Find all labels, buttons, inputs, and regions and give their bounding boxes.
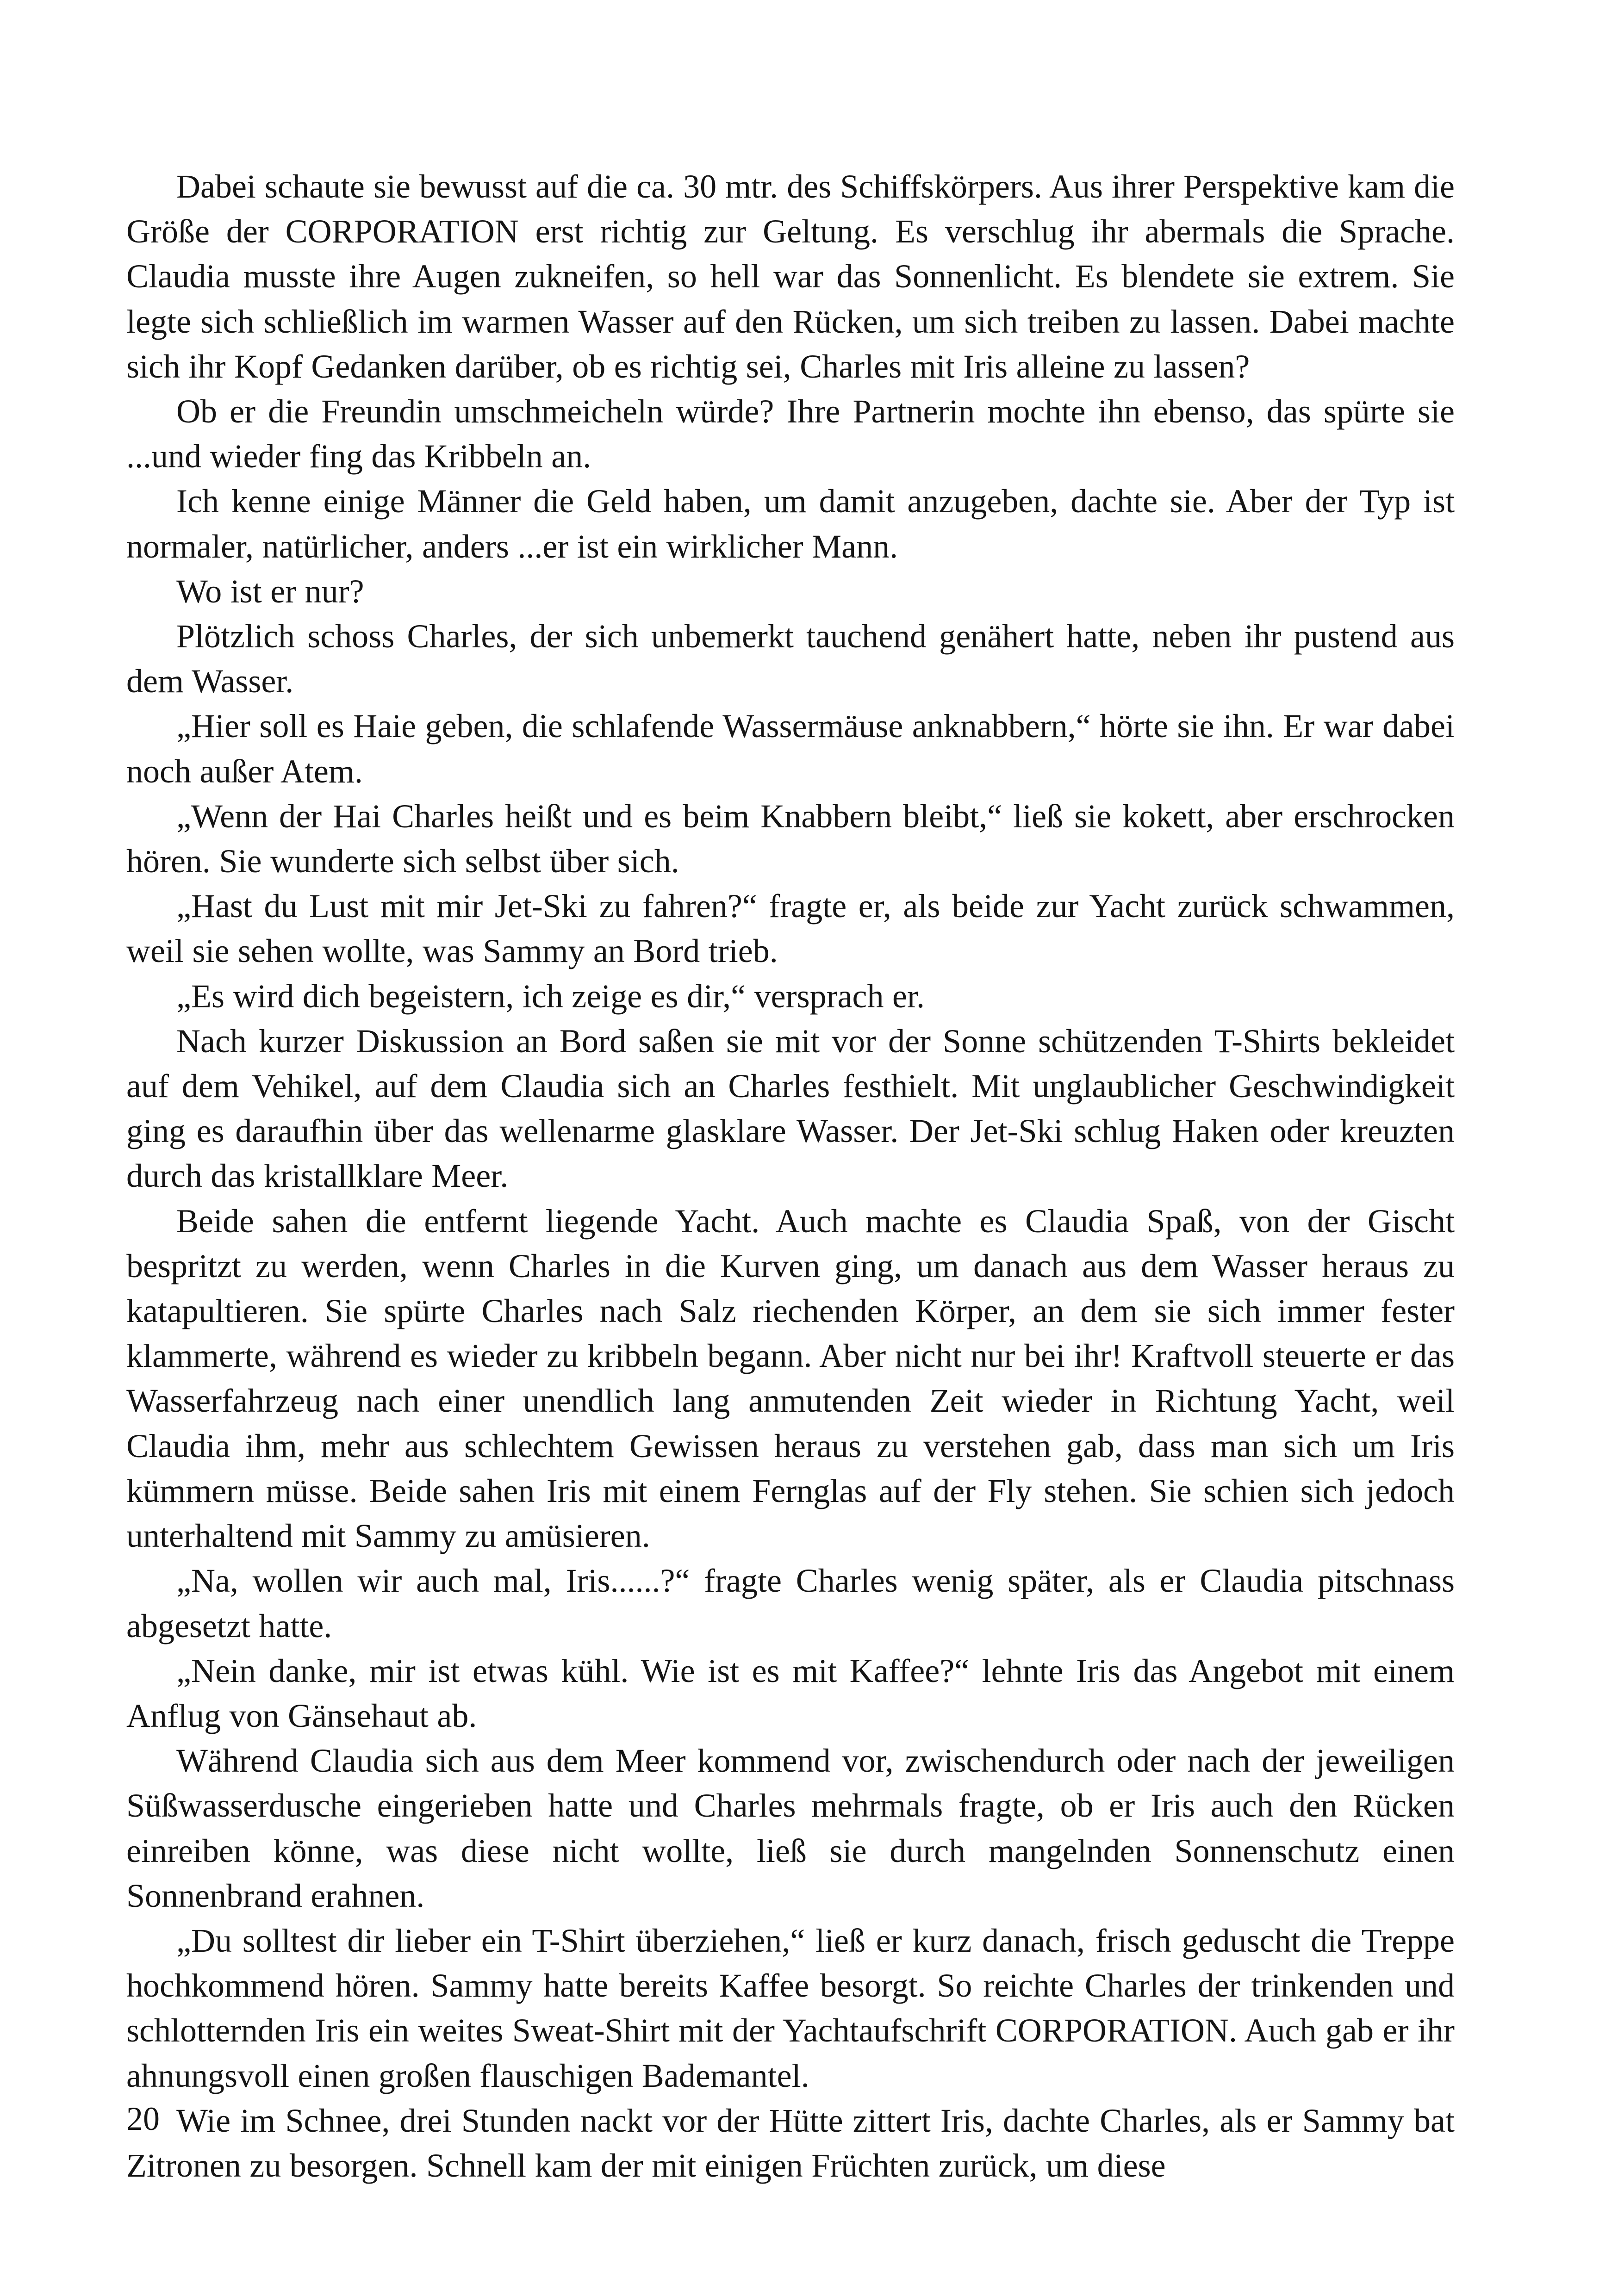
paragraph: Ich kenne einige Männer die Geld haben, um damit anzugeben, dachte sie. Aber der Typ ist normaler, natürlicher, anders ...er ist ein wirklicher Mann. <box>126 483 1455 565</box>
paragraph: „Hier soll es Haie geben, die schlafende Wassermäuse anknabbern,“ hörte sie ihn. Er war dabei noch außer Atem. <box>126 707 1455 790</box>
page-number: 20 <box>126 2100 160 2137</box>
paragraph: „Du solltest dir lieber ein T-Shirt überziehen,“ ließ er kurz danach, frisch geduscht die Treppe hochkommend hören. Sammy hatte bereits Kaffee besorgt. So reichte Charles der trinkenden und schlotternden Iris ein weites Sweat-Shirt mit der Yachtaufschrift CORPORATION. Auch gab er ihr ahnungsvoll einen großen flauschigen Bademantel. <box>126 1922 1455 2094</box>
paragraph: „Hast du Lust mit mir Jet-Ski zu fahren?“ fragte er, als beide zur Yacht zurück schwammen, weil sie sehen wollte, was Sammy an Bord trieb. <box>126 887 1455 970</box>
paragraph: Wie im Schnee, drei Stunden nackt vor der Hütte zittert Iris, dachte Charles, als er Sammy bat Zitronen zu besorgen. Schnell kam der mit einigen Früchten zurück, um diese <box>126 2102 1455 2184</box>
body-text <box>126 164 1455 2188</box>
paragraph: Ob er die Freundin umschmeicheln würde? Ihre Partnerin mochte ihn ebenso, das spürte sie ...und wieder fing das Kribbeln an. <box>126 393 1455 475</box>
paragraph: Plötzlich schoss Charles, der sich unbemerkt tauchend genähert hatte, neben ihr pustend aus dem Wasser. <box>126 618 1455 700</box>
paragraph: Nach kurzer Diskussion an Bord saßen sie mit vor der Sonne schützenden T-Shirts bekleidet auf dem Vehikel, auf dem Claudia sich an Charles festhielt. Mit unglaublicher Geschwindigkeit ging es daraufhin über das wellenarme glasklare Wasser. Der Jet-Ski schlug Haken oder kreuzten durch das kristallklare Meer. <box>126 1022 1455 1195</box>
paragraph: Beide sahen die entfernt liegende Yacht. Auch machte es Claudia Spaß, von der Gischt bespritzt zu werden, wenn Charles in die Kurven ging, um danach aus dem Wasser heraus zu katapultieren. Sie spürte Charles nach Salz riechenden Körper, an dem sie sich immer fester klammerte, während es wieder zu kribbeln begann. Aber nicht nur bei ihr! Kraftvoll steuerte er das Wasserfahrzeug nach einer unendlich lang anmutenden Zeit wieder in Richtung Yacht, weil Claudia ihm, mehr aus schlechtem Gewissen heraus zu verstehen gab, dass man sich um Iris kümmern müsse. Beide sahen Iris mit einem Fernglas auf der Fly stehen. Sie schien sich jedoch unterhaltend mit Sammy zu amüsieren. <box>126 1202 1455 1555</box>
paragraph: Während Claudia sich aus dem Meer kommend vor, zwischendurch oder nach der jeweiligen Süßwasserdusche eingerieben hatte und Charles mehrmals fragte, ob er Iris auch den Rücken einreiben könne, was diese nicht wollte, ließ sie durch mangelnden Sonnenschutz einen Sonnenbrand erahnen. <box>126 1742 1455 1914</box>
paragraph: Wo ist er nur? <box>176 572 364 610</box>
paragraph: „Nein danke, mir ist etwas kühl. Wie ist es mit Kaffee?“ lehnte Iris das Angebot mit einem Anflug von Gänsehaut ab. <box>126 1652 1455 1734</box>
paragraph: Dabei schaute sie bewusst auf die ca. 30 mtr. des Schiffskörpers. Aus ihrer Perspektive kam die Größe der CORPORATION erst richtig zur Geltung. Es verschlug ihr abermals die Sprache. Claudia musste ihre Augen zukneifen, so hell war das Sonnenlicht. Es blendete sie extrem. Sie legte sich schließlich im warmen Wasser auf den Rücken, um sich treiben zu lassen. Dabei machte sich ihr Kopf Gedanken darüber, ob es richtig sei, Charles mit Iris alleine zu lassen? <box>126 168 1455 385</box>
paragraph: „Wenn der Hai Charles heißt und es beim Knabbern bleibt,“ ließ sie kokett, aber erschrocken hören. Sie wunderte sich selbst über sich. <box>126 797 1455 880</box>
paragraph: „Na, wollen wir auch mal, Iris......?“ fragte Charles wenig später, als er Claudia pitschnass abgesetzt hatte. <box>126 1562 1455 1644</box>
paragraph: „Es wird dich begeistern, ich zeige es dir,“ versprach er. <box>176 977 925 1015</box>
